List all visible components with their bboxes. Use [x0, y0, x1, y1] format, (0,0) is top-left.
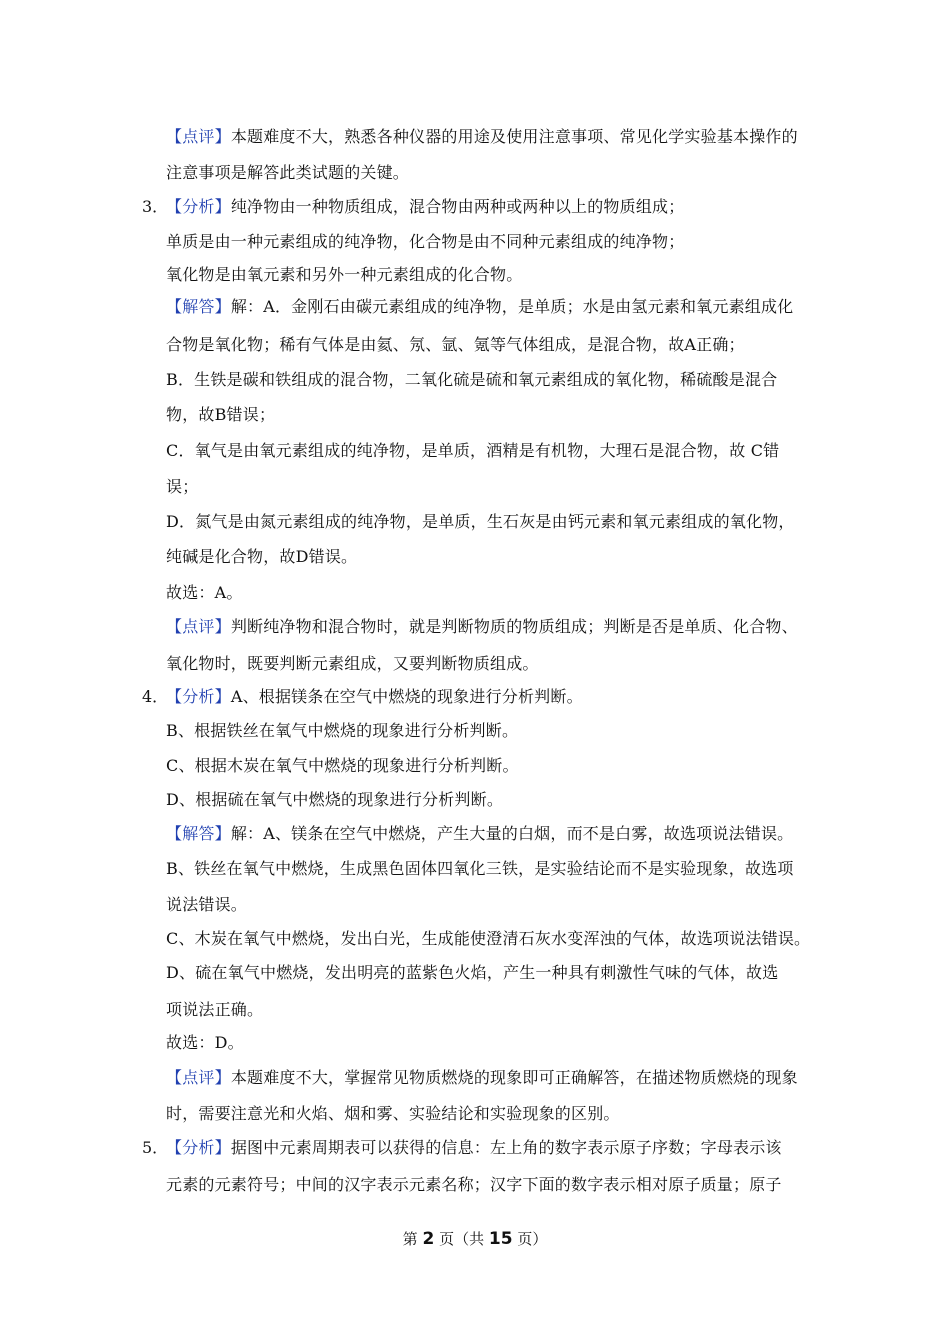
text-line: 判断纯净物和混合物时，就是判断物质的物质组成；判断是否是单质、化合物、 — [230, 617, 798, 636]
answer-tag: 【解答】 — [166, 297, 231, 316]
text-line: 纯碱是化合物，故D错误。 — [166, 547, 358, 566]
text-line: 故选：D。 — [166, 1033, 244, 1052]
answer-paragraph — [166, 297, 793, 317]
text-line: D、硫在氧气中燃烧，发出明亮的蓝紫色火焰，产生一种具有刺激性气味的气体，故选 — [166, 963, 779, 982]
text-line: 说法错误。 — [166, 895, 248, 914]
item-number: 4． — [142, 687, 169, 706]
text-line: 本题难度不大，熟悉各种仪器的用途及使用注意事项、常见化学实验基本操作的 — [230, 127, 798, 146]
comment-paragraph — [166, 617, 798, 637]
text-line: C、根据木炭在氧气中燃烧的现象进行分析判断。 — [166, 756, 519, 775]
text-line: D、根据硫在氧气中燃烧的现象进行分析判断。 — [166, 790, 504, 809]
text-line: 合物是氧化物；稀有气体是由氦、氖、氩、氪等气体组成，是混合物，故A正确； — [166, 335, 745, 354]
text-line: 时，需要注意光和火焰、烟和雾、实验结论和实验现象的区别。 — [166, 1104, 620, 1123]
analysis-paragraph — [166, 687, 583, 707]
text-line: 误； — [166, 477, 199, 496]
analysis-tag: 【分析】 — [166, 687, 231, 706]
page-footer — [0, 1229, 950, 1249]
analysis-tag: 【分析】 — [166, 197, 231, 216]
analysis-tag: 【分析】 — [166, 1138, 231, 1157]
comment-paragraph — [166, 1068, 798, 1088]
footer-suffix: 页） — [517, 1230, 548, 1248]
text-line: 氧化物时，既要判断元素组成，又要判断物质组成。 — [166, 654, 539, 673]
analysis-paragraph — [166, 1138, 782, 1158]
text-line: 元素的元素符号；中间的汉字表示元素名称；汉字下面的数字表示相对原子质量；原子 — [166, 1175, 782, 1194]
text-line: 单质是由一种元素组成的纯净物，化合物是由不同种元素组成的纯净物； — [166, 232, 685, 251]
footer-prefix: 第 — [402, 1230, 418, 1248]
text-line: 注意事项是解答此类试题的关键。 — [166, 163, 410, 182]
total-pages: 15 — [488, 1229, 513, 1249]
text-line: 本题难度不大，掌握常见物质燃烧的现象即可正确解答，在描述物质燃烧的现象 — [230, 1068, 798, 1087]
text-line: 解：A、镁条在空气中燃烧，产生大量的白烟，而不是白雾，故选项说法错误。 — [230, 824, 794, 843]
comment-tag: 【点评】 — [166, 127, 231, 146]
footer-mid: 页（共 — [439, 1230, 485, 1248]
text-line: B、铁丝在氧气中燃烧，生成黑色固体四氧化三铁，是实验结论而不是实验现象，故选项 — [166, 859, 794, 878]
comment-paragraph — [166, 127, 798, 147]
page-number: 2 — [422, 1229, 435, 1249]
item-number: 5． — [142, 1138, 169, 1157]
item-number: 3． — [142, 197, 169, 216]
comment-tag: 【点评】 — [166, 617, 231, 636]
text-line: 纯净物由一种物质组成，混合物由两种或两种以上的物质组成； — [230, 197, 685, 216]
text-line: 物，故B错误； — [166, 405, 276, 424]
text-line: C、木炭在氧气中燃烧，发出白光，生成能使澄清石灰水变浑浊的气体，故选项说法错误。 — [166, 929, 811, 948]
text-line: 故选：A。 — [166, 583, 243, 602]
text-line: C．氧气是由氧元素组成的纯净物，是单质，酒精是有机物，大理石是混合物，故 C错 — [166, 441, 780, 460]
text-line: 解：A．金刚石由碳元素组成的纯净物，是单质；水是由氢元素和氧元素组成化 — [230, 297, 794, 316]
text-line: B、根据铁丝在氧气中燃烧的现象进行分析判断。 — [166, 721, 519, 740]
comment-tag: 【点评】 — [166, 1068, 231, 1087]
answer-paragraph — [166, 824, 793, 844]
text-line: 项说法正确。 — [166, 1000, 264, 1019]
analysis-paragraph — [166, 197, 684, 217]
text-line: 据图中元素周期表可以获得的信息：左上角的数字表示原子序数；字母表示该 — [230, 1138, 782, 1157]
answer-tag: 【解答】 — [166, 824, 231, 843]
text-line: A、根据镁条在空气中燃烧的现象进行分析判断。 — [230, 687, 583, 706]
text-line: 氧化物是由氧元素和另外一种元素组成的化合物。 — [166, 265, 523, 284]
text-line: D．氮气是由氮元素组成的纯净物，是单质，生石灰是由钙元素和氧元素组成的氧化物， — [166, 512, 795, 531]
text-line: B．生铁是碳和铁组成的混合物，二氧化硫是硫和氧元素组成的氧化物，稀硫酸是混合 — [166, 370, 778, 389]
